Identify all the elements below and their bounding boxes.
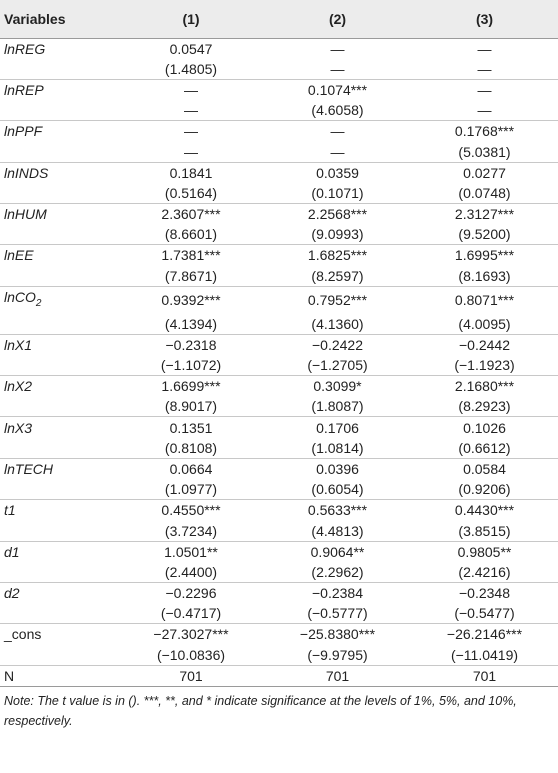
tvalue-cell: (8.1693) xyxy=(458,267,511,284)
table-row xyxy=(0,541,558,562)
table-row xyxy=(0,266,558,287)
coefficient-cell: 0.0547 xyxy=(169,40,213,57)
variable-label: lnTECH xyxy=(4,460,54,477)
coefficient-cell: — xyxy=(118,121,264,142)
variable-label: _cons xyxy=(4,626,42,643)
coefficient-cell: −0.2442 xyxy=(411,334,558,355)
table-row xyxy=(0,417,558,438)
tvalue-cell: (8.2923) xyxy=(458,398,511,415)
header-row xyxy=(0,0,558,38)
variable-name xyxy=(0,286,118,313)
tvalue-cell: — xyxy=(477,102,492,119)
tvalue-cell: (4.1360) xyxy=(311,315,364,332)
observations-cell: 701 xyxy=(411,665,558,686)
table-row xyxy=(0,59,558,80)
variable-label: lnREP xyxy=(4,81,44,98)
blank-cell xyxy=(0,314,118,335)
table-body xyxy=(0,38,558,686)
coefficient-cell: 0.0359 xyxy=(264,162,411,183)
blank-cell xyxy=(0,603,118,624)
table-row xyxy=(0,141,558,162)
variable-name xyxy=(0,121,118,142)
coefficient-cell: 0.1074*** xyxy=(264,79,411,100)
variable-name xyxy=(0,582,118,603)
blank-cell xyxy=(0,479,118,500)
table-row xyxy=(0,162,558,183)
header-model-2: (2) xyxy=(264,0,411,38)
coefficient-cell: 1.7381*** xyxy=(118,245,264,266)
table-row xyxy=(0,38,558,59)
coefficient-cell: 0.0664 xyxy=(118,458,264,479)
table-row xyxy=(0,245,558,266)
variable-label: lnHUM xyxy=(4,206,47,223)
tvalue-cell: (8.2597) xyxy=(311,267,364,284)
table-row xyxy=(0,438,558,459)
tvalue-cell: (0.0748) xyxy=(458,184,511,201)
coefficient-cell: — xyxy=(477,40,492,57)
coefficient-cell: 0.3099* xyxy=(264,376,411,397)
table-row xyxy=(0,334,558,355)
coefficient-cell: 0.4550*** xyxy=(118,500,264,521)
table-header xyxy=(0,0,558,38)
tvalue-cell: (−0.5777) xyxy=(307,605,368,622)
coefficient-cell: −0.2348 xyxy=(411,582,558,603)
variable-name xyxy=(0,204,118,225)
tvalue-cell: — xyxy=(184,102,198,119)
variable-name xyxy=(0,334,118,355)
table-row xyxy=(0,479,558,500)
tvalue-cell: (1.0977) xyxy=(164,481,218,498)
coefficient-cell: 0.1768*** xyxy=(411,121,558,142)
table-row xyxy=(0,376,558,397)
variable-label: d1 xyxy=(4,543,20,560)
table-note: Note: The t value is in (). ***, **, and * indicate significance at the levels of 1%, 5%, and 10%, respectively. xyxy=(4,693,517,728)
coefficient-cell: 1.6825*** xyxy=(264,245,411,266)
tvalue-cell: — xyxy=(477,60,492,77)
tvalue-cell: (1.4805) xyxy=(164,60,218,77)
tvalue-cell: (4.6058) xyxy=(311,102,364,119)
blank-cell xyxy=(0,266,118,287)
coefficient-cell: 0.1841 xyxy=(118,162,264,183)
variable-label: lnCO xyxy=(4,288,36,305)
coefficient-cell: 0.5633*** xyxy=(264,500,411,521)
table-row xyxy=(0,355,558,376)
observations-cell: 701 xyxy=(118,665,264,686)
tvalue-cell: (5.0381) xyxy=(458,143,511,160)
variable-name xyxy=(0,541,118,562)
table-row xyxy=(0,458,558,479)
coefficient-cell: 0.9064** xyxy=(264,541,411,562)
coefficient-cell: −0.2318 xyxy=(118,334,264,355)
table-row xyxy=(0,624,558,645)
variable-name xyxy=(0,79,118,100)
tvalue-cell: (3.8515) xyxy=(458,522,511,539)
variable-label: lnEE xyxy=(4,247,34,264)
variable-name xyxy=(0,38,118,59)
blank-cell xyxy=(0,520,118,541)
tvalue-cell: (1.0814) xyxy=(311,439,364,456)
coefficient-cell: −25.8380*** xyxy=(264,624,411,645)
blank-cell xyxy=(0,183,118,204)
variable-label: lnX1 xyxy=(4,336,33,353)
tvalue-cell: (1.8087) xyxy=(311,398,364,415)
coefficient-cell: 0.8071*** xyxy=(411,286,558,313)
tvalue-cell: (2.2962) xyxy=(311,563,364,580)
tvalue-cell: (4.1394) xyxy=(164,315,218,332)
variable-label: t1 xyxy=(4,502,16,519)
table-row xyxy=(0,645,558,666)
blank-cell xyxy=(0,141,118,162)
coefficient-cell: 0.7952*** xyxy=(264,286,411,313)
blank-cell xyxy=(0,645,118,666)
tvalue-cell: (9.0993) xyxy=(311,226,364,243)
table-row xyxy=(0,100,558,121)
blank-cell xyxy=(0,59,118,80)
variable-label: lnX2 xyxy=(4,378,33,395)
tvalue-cell: — xyxy=(330,143,345,160)
coefficient-cell: 0.1351 xyxy=(118,417,264,438)
coefficient-cell: −0.2422 xyxy=(264,334,411,355)
table-row xyxy=(0,665,558,686)
table-row xyxy=(0,183,558,204)
coefficient-cell: — xyxy=(264,121,411,142)
variable-name xyxy=(0,162,118,183)
tvalue-cell: (−1.1072) xyxy=(160,357,222,374)
coefficient-cell: 0.4430*** xyxy=(411,500,558,521)
coefficient-cell: −27.3027*** xyxy=(118,624,264,645)
tvalue-cell: (0.6612) xyxy=(458,439,511,456)
blank-cell xyxy=(0,396,118,417)
coefficient-cell: −26.2146*** xyxy=(411,624,558,645)
tvalue-cell: (0.6054) xyxy=(311,481,364,498)
tvalue-cell: (0.5164) xyxy=(164,184,218,201)
variable-name xyxy=(0,376,118,397)
blank-cell xyxy=(0,100,118,121)
table-row xyxy=(0,204,558,225)
tvalue-cell: (−1.1923) xyxy=(454,357,515,374)
coefficient-cell: — xyxy=(330,40,345,57)
coefficient-cell: 1.6995*** xyxy=(411,245,558,266)
table-row xyxy=(0,286,558,313)
table-row xyxy=(0,314,558,335)
blank-cell xyxy=(0,438,118,459)
variable-label: lnINDS xyxy=(4,164,49,181)
tvalue-cell: (4.4813) xyxy=(311,522,364,539)
tvalue-cell: (3.7234) xyxy=(164,522,218,539)
observations-cell: 701 xyxy=(264,665,411,686)
coefficient-cell: 2.1680*** xyxy=(411,376,558,397)
coefficient-cell: 2.3127*** xyxy=(411,204,558,225)
tvalue-cell: (−0.4717) xyxy=(160,605,222,622)
observations-label: N xyxy=(0,665,118,686)
coefficient-cell: 0.9392*** xyxy=(118,286,264,313)
coefficient-cell: 0.1706 xyxy=(264,417,411,438)
tvalue-cell: (7.8671) xyxy=(164,267,218,284)
table-row xyxy=(0,603,558,624)
variable-name xyxy=(0,500,118,521)
coefficient-cell: 2.2568*** xyxy=(264,204,411,225)
tvalue-cell: — xyxy=(184,143,198,160)
variable-name xyxy=(0,417,118,438)
variable-name xyxy=(0,458,118,479)
variable-subscript: 2 xyxy=(35,297,42,309)
tvalue-cell: (−9.9795) xyxy=(307,646,368,663)
variable-label: lnREG xyxy=(4,40,46,57)
table-row xyxy=(0,79,558,100)
tvalue-cell: (0.8108) xyxy=(164,439,218,456)
variable-label: lnPPF xyxy=(4,123,43,140)
tvalue-cell: (9.5200) xyxy=(458,226,511,243)
tvalue-cell: (−1.2705) xyxy=(307,357,368,374)
tvalue-cell: (2.4216) xyxy=(458,563,511,580)
variable-label: lnX3 xyxy=(4,419,33,436)
coefficient-cell: — xyxy=(411,79,558,100)
coefficient-cell: −0.2384 xyxy=(264,582,411,603)
tvalue-cell: — xyxy=(330,60,345,77)
coefficient-cell: −0.2296 xyxy=(118,582,264,603)
tvalue-cell: (0.1071) xyxy=(311,184,364,201)
table-row xyxy=(0,562,558,583)
tvalue-cell: (8.6601) xyxy=(164,226,218,243)
table-row xyxy=(0,121,558,142)
tvalue-cell: (8.9017) xyxy=(164,398,218,415)
coefficient-cell: 1.6699*** xyxy=(118,376,264,397)
coefficient-cell: 0.9805** xyxy=(411,541,558,562)
coefficient-cell: 0.1026 xyxy=(411,417,558,438)
table-row xyxy=(0,582,558,603)
table-row xyxy=(0,224,558,245)
header-variables: Variables xyxy=(0,0,118,38)
blank-cell xyxy=(0,224,118,245)
coefficient-cell: 0.0277 xyxy=(411,162,558,183)
coefficient-cell: 0.0584 xyxy=(411,458,558,479)
table-row xyxy=(0,396,558,417)
header-model-1: (1) xyxy=(118,0,264,38)
table-row xyxy=(0,520,558,541)
variable-name xyxy=(0,245,118,266)
tvalue-cell: (−0.5477) xyxy=(454,605,515,622)
coefficient-cell: 0.0396 xyxy=(264,458,411,479)
tvalue-cell: (2.4400) xyxy=(164,563,218,580)
tvalue-cell: (−11.0419) xyxy=(450,646,519,663)
tvalue-cell: (4.0095) xyxy=(458,315,511,332)
blank-cell xyxy=(0,355,118,376)
header-model-3: (3) xyxy=(411,0,558,38)
coefficient-cell: 2.3607*** xyxy=(118,204,264,225)
tvalue-cell: (−10.0836) xyxy=(156,646,226,663)
coefficient-cell: — xyxy=(118,79,264,100)
variable-label: d2 xyxy=(4,585,20,602)
table-row xyxy=(0,500,558,521)
tvalue-cell: (0.9206) xyxy=(458,481,511,498)
blank-cell xyxy=(0,562,118,583)
variable-name xyxy=(0,624,118,645)
coefficient-cell: 1.0501** xyxy=(118,541,264,562)
